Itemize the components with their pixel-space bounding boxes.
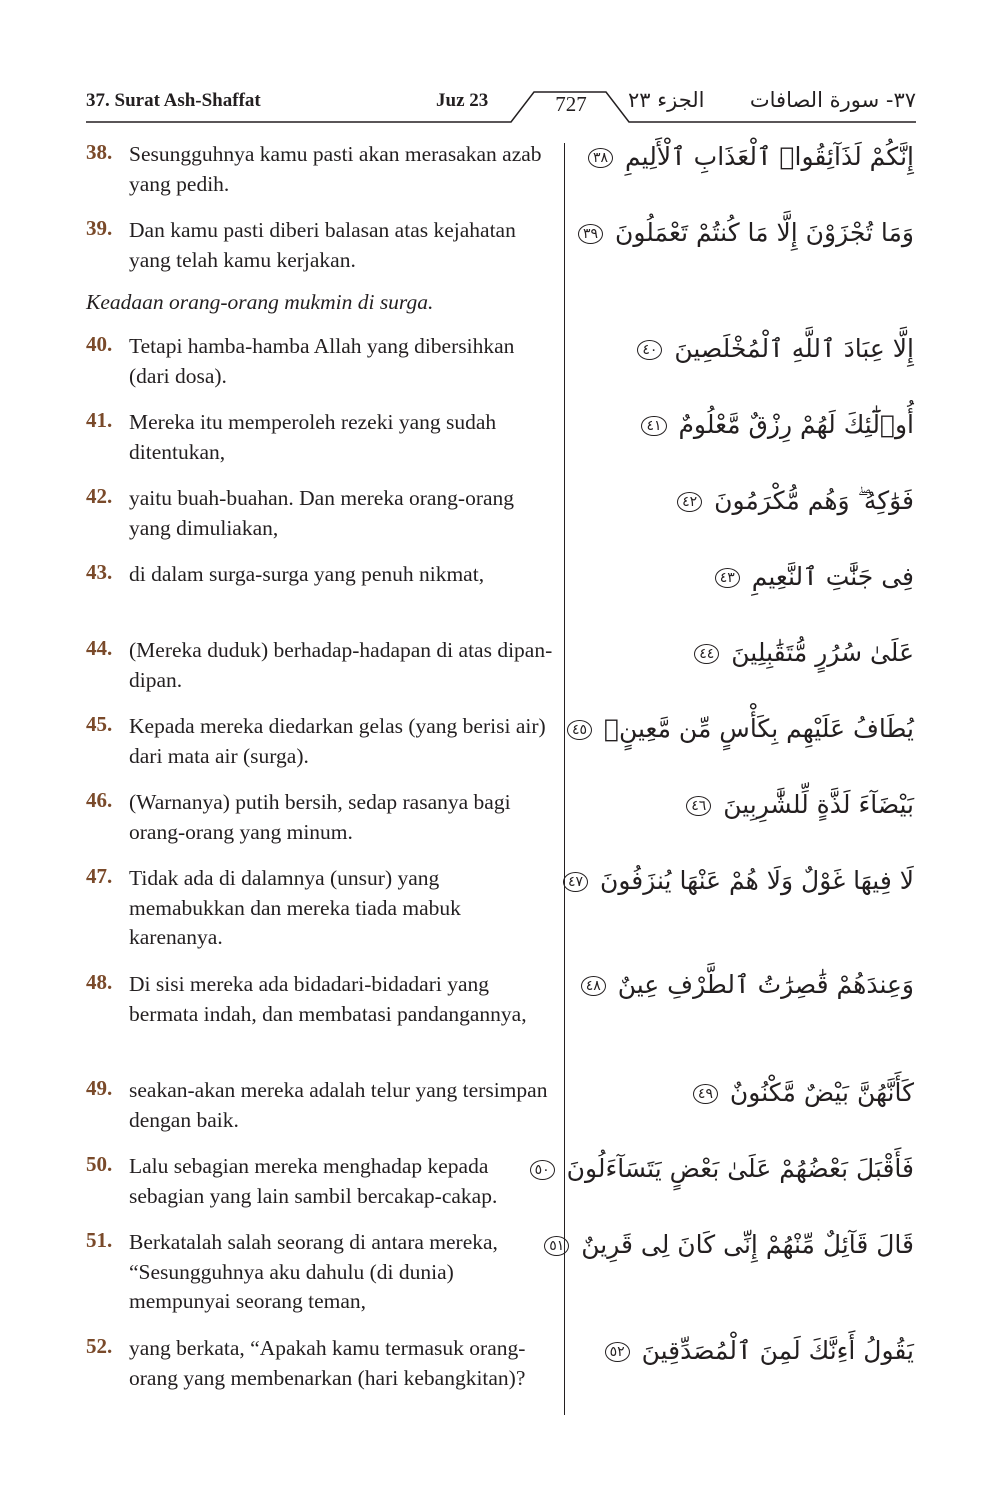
arabic-text: فَوَٰكِهُ ۖ وَهُم مُّكْرَمُونَ [714,486,914,515]
verse-end-marker: ٤١ [641,416,666,436]
page-number: 727 [555,92,587,116]
verse-number: 51. [86,1228,113,1252]
arabic-verse-46 [614,790,914,819]
arabic-verse-44 [614,638,914,667]
arabic-text: إِلَّا عِبَادَ ٱللَّهِ ٱلْمُخْلَصِينَ [674,334,914,363]
arabic-verse-39 [583,218,914,247]
arabic-verse-50 [534,1154,914,1183]
verse-translation: Berkatalah salah seorang di antara mereka, “Sesungguhnya aku dahulu (di dunia) mempunyai seorang teman, [129,1230,498,1313]
verse-number: 42. [86,484,113,508]
column-divider [564,143,565,1415]
arabic-text: وَمَا تُجْزَوْنَ إِلَّا مَا كُنتُمْ تَعْمَلُونَ [615,218,914,247]
juz-label: Juz 23 [436,90,489,111]
arabic-text: فَأَقْبَلَ بَعْضُهُمْ عَلَىٰ بَعْضٍ يَتَسَآءَلُونَ [566,1154,914,1183]
arabic-verse-52 [609,1336,914,1365]
verse-end-marker: ٤٣ [715,568,740,588]
verse-end-marker: ٥١ [544,1236,569,1256]
juz-label-arabic: الجزء ٢٣ [628,88,705,112]
verse-translation: Kepada mereka diedarkan gelas (yang berisi air) dari mata air (surga). [129,714,546,768]
surah-title-latin: 37. Surat Ash-Shaffat [86,90,261,111]
verse-number: 50. [86,1152,113,1176]
arabic-verse-48 [585,970,914,999]
verse-number: 41. [86,408,113,432]
verse-number: 46. [86,788,113,812]
arabic-verse-41 [614,410,914,439]
verse-end-marker: ٥٠ [530,1160,555,1180]
verse-end-marker: ٤٩ [693,1084,718,1104]
surah-title-arabic: ٣٧- سورة الصافات [749,88,916,112]
verse-translation: yaitu buah-buahan. Dan mereka orang-orang yang dimuliakan, [129,486,515,540]
verse-translation: Di sisi mereka ada bidadari-bidadari yang bermata indah, dan membatasi pandangannya, [129,972,527,1026]
verse-number: 43. [86,560,113,584]
verse-translation: Mereka itu memperoleh rezeki yang sudah ditentukan, [129,410,497,464]
arabic-verse-49 [614,1078,914,1107]
arabic-verse-43 [614,562,914,591]
verse-number: 52. [86,1334,113,1358]
arabic-verse-38 [593,142,914,171]
verse-translation: (Mereka duduk) berhadap-hadapan di atas dipan-dipan. [129,638,553,692]
verse-number: 40. [86,332,113,356]
arabic-text: يَقُولُ أَءِنَّكَ لَمِنَ ٱلْمُصَدِّقِينَ [641,1336,914,1365]
arabic-text: لَا فِيهَا غَوْلٌ وَلَا هُمْ عَنْهَا يُنزَفُونَ [599,866,914,895]
verse-end-marker: ٤٤ [694,644,719,664]
verse-number: 47. [86,864,113,888]
arabic-text: وَعِندَهُمْ قَٰصِرَٰتُ ٱلطَّرْفِ عِينٌ [617,970,914,999]
verse-translation: Dan kamu pasti diberi balasan atas kejahatan yang telah kamu kerjakan. [129,218,516,272]
verse-translation: yang berkata, “Apakah kamu termasuk orang-orang yang membenarkan (hari kebangkitan)? [129,1336,526,1390]
arabic-text: يُطَافُ عَلَيْهِم بِكَأْسٍ مِّن مَّعِينٍۭ [603,714,914,743]
arabic-text: أُو۟لَٰٓئِكَ لَهُمْ رِزْقٌ مَّعْلُومٌ [678,410,914,439]
arabic-text: فِى جَنَّٰتِ ٱلنَّعِيمِ [751,562,914,591]
arabic-verse-42 [614,486,914,516]
arabic-text: كَأَنَّهُنَّ بَيْضٌ مَّكْنُونٌ [729,1078,914,1107]
verse-end-marker: ٤٦ [686,796,711,816]
verse-end-marker: ٤٠ [637,340,662,360]
verse-translation: Tidak ada di dalamnya (unsur) yang memabukkan dan mereka tiada mabuk karenanya. [129,866,461,949]
verse-number: 44. [86,636,113,660]
verse-translation: Sesungguhnya kamu pasti akan merasakan azab yang pedih. [129,142,542,196]
arabic-verse-47 [567,866,914,895]
verse-translation: di dalam surga-surga yang penuh nikmat, [129,562,485,586]
verse-number: 49. [86,1076,113,1100]
arabic-text: عَلَىٰ سُرُرٍ مُّتَقَٰبِلِينَ [731,638,914,667]
section-heading: Keadaan orang-orang mukmin di surga. [86,290,434,314]
arabic-verse-40 [614,334,914,363]
page-header [86,84,916,124]
verse-end-marker: ٣٨ [588,148,613,168]
arabic-text: إِنَّكُمْ لَذَآئِقُوا۟ ٱلْعَذَابِ ٱلْأَلِيمِ [625,142,914,171]
verse-number: 48. [86,970,113,994]
verse-number: 39. [86,216,113,240]
verse-translation: Tetapi hamba-hamba Allah yang dibersihkan (dari dosa). [129,334,515,388]
verse-translation: seakan-akan mereka adalah telur yang tersimpan dengan baik. [129,1078,548,1132]
arabic-text: قَالَ قَآئِلٌ مِّنْهُمْ إِنِّى كَانَ لِى قَرِينٌ [581,1230,914,1259]
verse-end-marker: ٤٢ [677,492,702,512]
verse-translation: (Warnanya) putih bersih, sedap rasanya bagi orang-orang yang minum. [129,790,511,844]
arabic-verse-51 [549,1230,914,1259]
verse-translation: Lalu sebagian mereka menghadap kepada sebagian yang lain sambil bercakap-cakap. [129,1154,498,1208]
verse-end-marker: ٤٥ [567,720,592,740]
verse-number: 38. [86,140,113,164]
arabic-text: بَيْضَآءَ لَذَّةٍ لِّلشَّٰرِبِينَ [723,790,914,819]
verse-end-marker: ٣٩ [578,224,603,244]
verse-end-marker: ٤٧ [563,872,588,892]
verse-number: 45. [86,712,113,736]
verse-end-marker: ٥٢ [605,1342,630,1362]
verse-end-marker: ٤٨ [581,976,606,996]
arabic-verse-45 [571,714,914,743]
